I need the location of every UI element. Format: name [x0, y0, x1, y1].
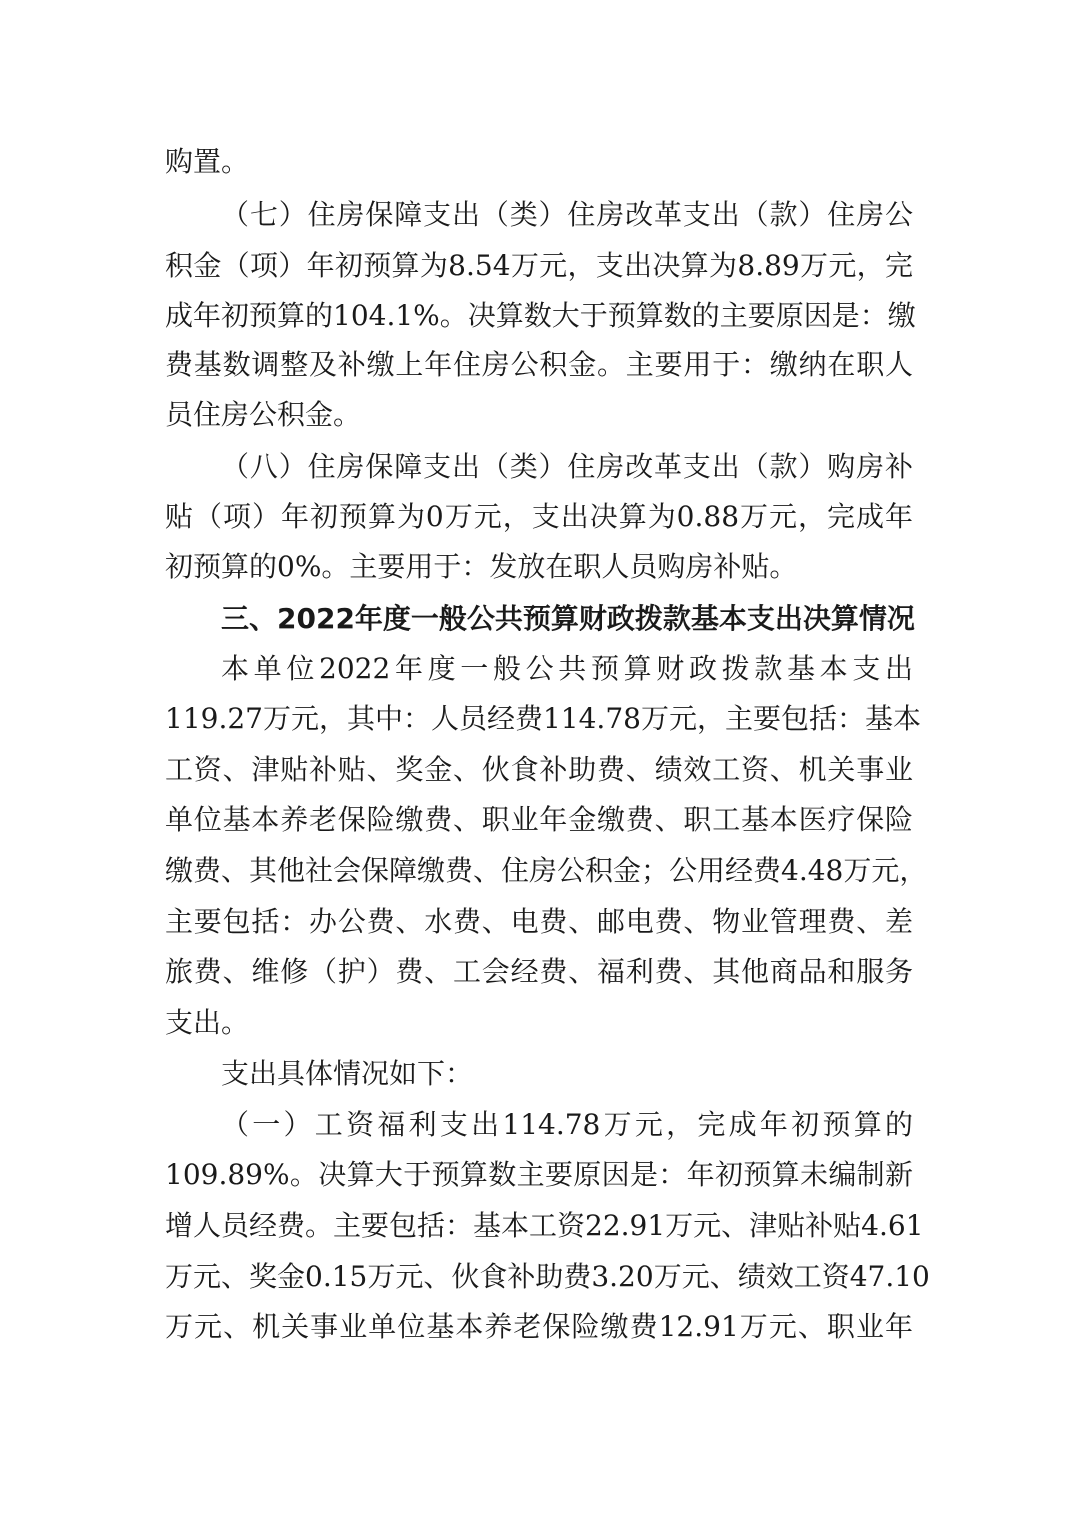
- text-line: （七）住房保障支出（类）住房改革支出（款）住房公: [221, 198, 913, 231]
- text-line: 缴费、其他社会保障缴费、住房公积金；公用经费4.48万元，: [165, 854, 928, 887]
- text-line: 积金（项）年初预算为8.54万元，支出决算为8.89万元，完: [165, 249, 913, 282]
- section-heading: 三、2022年度一般公共预算财政拨款基本支出决算情况: [221, 602, 915, 635]
- text-line: 成年初预算的104.1%。决算数大于预算数的主要原因是：缴: [165, 299, 916, 332]
- text-line: 增人员经费。主要包括：基本工资22.91万元、津贴补贴4.61: [165, 1209, 924, 1242]
- text-line: 支出具体情况如下：: [221, 1057, 474, 1090]
- text-line: 万元、奖金0.15万元、伙食补助费3.20万元、绩效工资47.10: [165, 1260, 930, 1293]
- text-line: 贴（项）年初预算为0万元，支出决算为0.88万元，完成年: [165, 500, 913, 533]
- text-line: 旅费、维修（护）费、工会经费、福利费、其他商品和服务: [165, 955, 913, 988]
- text-line: （八）住房保障支出（类）住房改革支出（款）购房补: [221, 450, 913, 483]
- text-line: （一）工资福利支出114.78万元，完成年初预算的: [221, 1108, 913, 1141]
- text-line: 支出。: [165, 1006, 250, 1039]
- text-line: 单位基本养老保险缴费、职业年金缴费、职工基本医疗保险: [165, 803, 913, 836]
- text-line: 初预算的0%。主要用于：发放在职人员购房补贴。: [165, 550, 798, 583]
- text-line: 工资、津贴补贴、奖金、伙食补助费、绩效工资、机关事业: [165, 753, 913, 786]
- text-line: 费基数调整及补缴上年住房公积金。主要用于：缴纳在职人: [165, 348, 913, 381]
- text-line: 员住房公积金。: [165, 398, 362, 431]
- text-line: 主要包括：办公费、水费、电费、邮电费、物业管理费、差: [165, 905, 913, 938]
- text-line: 本单位2022年度一般公共预算财政拨款基本支出: [221, 652, 913, 685]
- text-line: 万元、机关事业单位基本养老保险缴费12.91万元、职业年: [165, 1310, 913, 1343]
- text-line: 119.27万元，其中：人员经费114.78万元，主要包括：基本: [165, 702, 921, 735]
- text-line: 109.89%。决算大于预算数主要原因是：年初预算未编制新: [165, 1158, 913, 1191]
- text-line: 购置。: [165, 145, 250, 178]
